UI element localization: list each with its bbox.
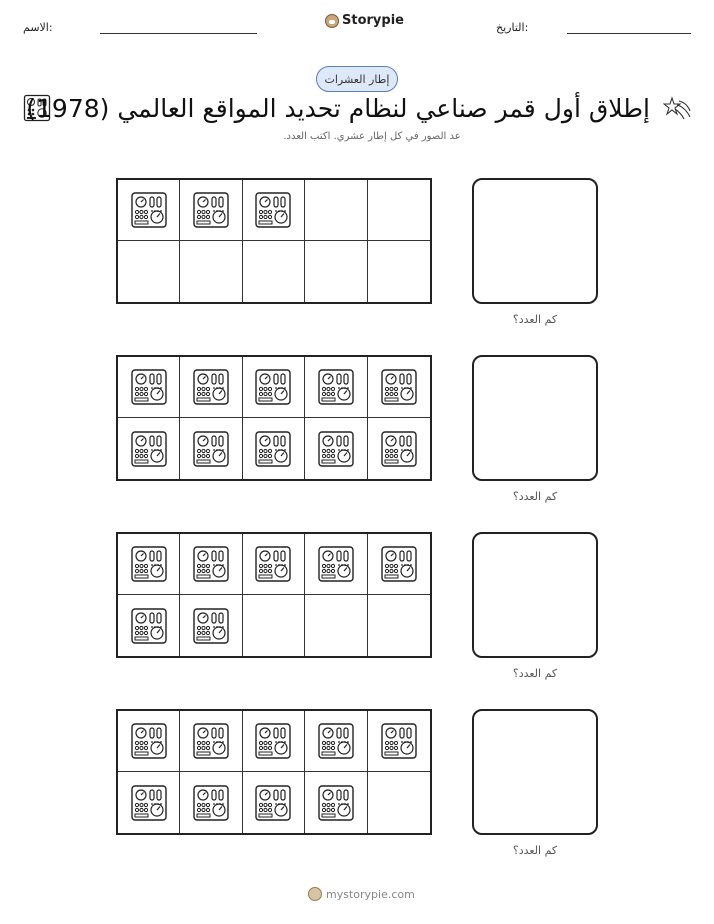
ten-frame-cell — [305, 534, 367, 595]
control-panel-icon — [130, 430, 168, 468]
ten-frame-cell — [305, 418, 367, 479]
control-panel-icon — [192, 722, 230, 760]
ten-frame-2 — [116, 355, 432, 481]
control-panel-icon — [317, 430, 355, 468]
control-panel-icon — [130, 784, 168, 822]
control-panel-icon — [192, 784, 230, 822]
ten-frame-cell — [118, 180, 180, 241]
answer-box-3[interactable] — [472, 532, 598, 658]
ten-frame-cell — [118, 357, 180, 418]
ten-frame-cell — [118, 241, 180, 302]
date-field-line[interactable] — [567, 33, 691, 34]
date-label: التاريخ: — [496, 21, 529, 34]
control-panel-icon — [130, 545, 168, 583]
control-panel-icon — [192, 607, 230, 645]
control-panel-icon — [317, 784, 355, 822]
control-panel-icon — [130, 368, 168, 406]
ten-frame-cell — [243, 595, 305, 656]
ten-frame-cell — [180, 357, 242, 418]
ten-frame-4 — [116, 709, 432, 835]
control-panel-icon — [130, 607, 168, 645]
control-panel-icon — [254, 430, 292, 468]
answer-box-4[interactable] — [472, 709, 598, 835]
ten-frame-cell — [243, 357, 305, 418]
ten-frame-cell — [368, 595, 430, 656]
ten-frame-cell — [180, 595, 242, 656]
storypie-logo-icon — [325, 14, 339, 28]
control-panel-icon — [130, 191, 168, 229]
page-title: إطلاق أول قمر صناعي لنظام تحديد المواقع العالمي (1978) — [26, 94, 650, 123]
control-panel-icon — [317, 722, 355, 760]
ten-frame-cell — [305, 241, 367, 302]
worksheet-type-badge: إطار العشرات — [316, 66, 398, 92]
control-panel-icon — [192, 430, 230, 468]
ten-frame-1 — [116, 178, 432, 304]
question-label-4: كم العدد؟ — [512, 844, 558, 857]
ten-frame-cell — [305, 595, 367, 656]
storypie-logo-icon — [308, 887, 322, 901]
ten-frame-cell — [118, 772, 180, 833]
ten-frame-cell — [368, 772, 430, 833]
instructions: عد الصور في كل إطار عشري. اكتب العدد. — [283, 131, 461, 142]
name-field-line[interactable] — [100, 33, 257, 34]
control-panel-icon — [380, 722, 418, 760]
ten-frame-cell — [180, 772, 242, 833]
ten-frame-cell — [243, 418, 305, 479]
ten-frame-cell — [243, 772, 305, 833]
question-label-1: كم العدد؟ — [512, 313, 558, 326]
control-panel-icon — [254, 191, 292, 229]
ten-frame-cell — [180, 241, 242, 302]
ten-frame-cell — [305, 357, 367, 418]
brand-name: Storypie — [342, 13, 404, 28]
ten-frame-3 — [116, 532, 432, 658]
brand-logo — [325, 13, 404, 28]
ten-frame-cell — [118, 595, 180, 656]
control-panel-icon — [254, 722, 292, 760]
control-panel-icon — [192, 191, 230, 229]
ten-frame-cell — [368, 534, 430, 595]
ten-frame-cell — [243, 180, 305, 241]
question-label-3: كم العدد؟ — [512, 667, 558, 680]
ten-frame-cell — [368, 241, 430, 302]
control-panel-icon — [254, 368, 292, 406]
ten-frame-cell — [368, 357, 430, 418]
ten-frame-cell — [243, 711, 305, 772]
control-panel-icon — [192, 368, 230, 406]
control-panel-icon — [380, 430, 418, 468]
control-panel-icon — [130, 722, 168, 760]
footer — [308, 887, 415, 901]
ten-frame-cell — [243, 241, 305, 302]
ten-frame-cell — [305, 711, 367, 772]
ten-frame-cell — [118, 711, 180, 772]
shooting-star-icon — [663, 93, 691, 121]
ten-frame-cell — [368, 711, 430, 772]
ten-frame-cell — [368, 418, 430, 479]
control-panel-icon — [254, 545, 292, 583]
footer-url[interactable]: mystorypie.com — [326, 887, 415, 901]
name-label: الاسم: — [23, 21, 53, 34]
control-panel-icon — [317, 545, 355, 583]
ten-frame-cell — [305, 772, 367, 833]
control-panel-icon — [317, 368, 355, 406]
ten-frame-cell — [180, 180, 242, 241]
control-panel-icon — [380, 545, 418, 583]
question-label-2: كم العدد؟ — [512, 490, 558, 503]
control-panel-icon — [380, 368, 418, 406]
answer-box-2[interactable] — [472, 355, 598, 481]
ten-frame-cell — [180, 711, 242, 772]
ten-frame-cell — [118, 534, 180, 595]
ten-frame-cell — [368, 180, 430, 241]
ten-frame-cell — [180, 534, 242, 595]
ten-frame-cell — [180, 418, 242, 479]
ten-frame-cell — [305, 180, 367, 241]
answer-box-1[interactable] — [472, 178, 598, 304]
control-panel-icon — [254, 784, 292, 822]
ten-frame-cell — [243, 534, 305, 595]
control-panel-icon — [192, 545, 230, 583]
ten-frame-cell — [118, 418, 180, 479]
